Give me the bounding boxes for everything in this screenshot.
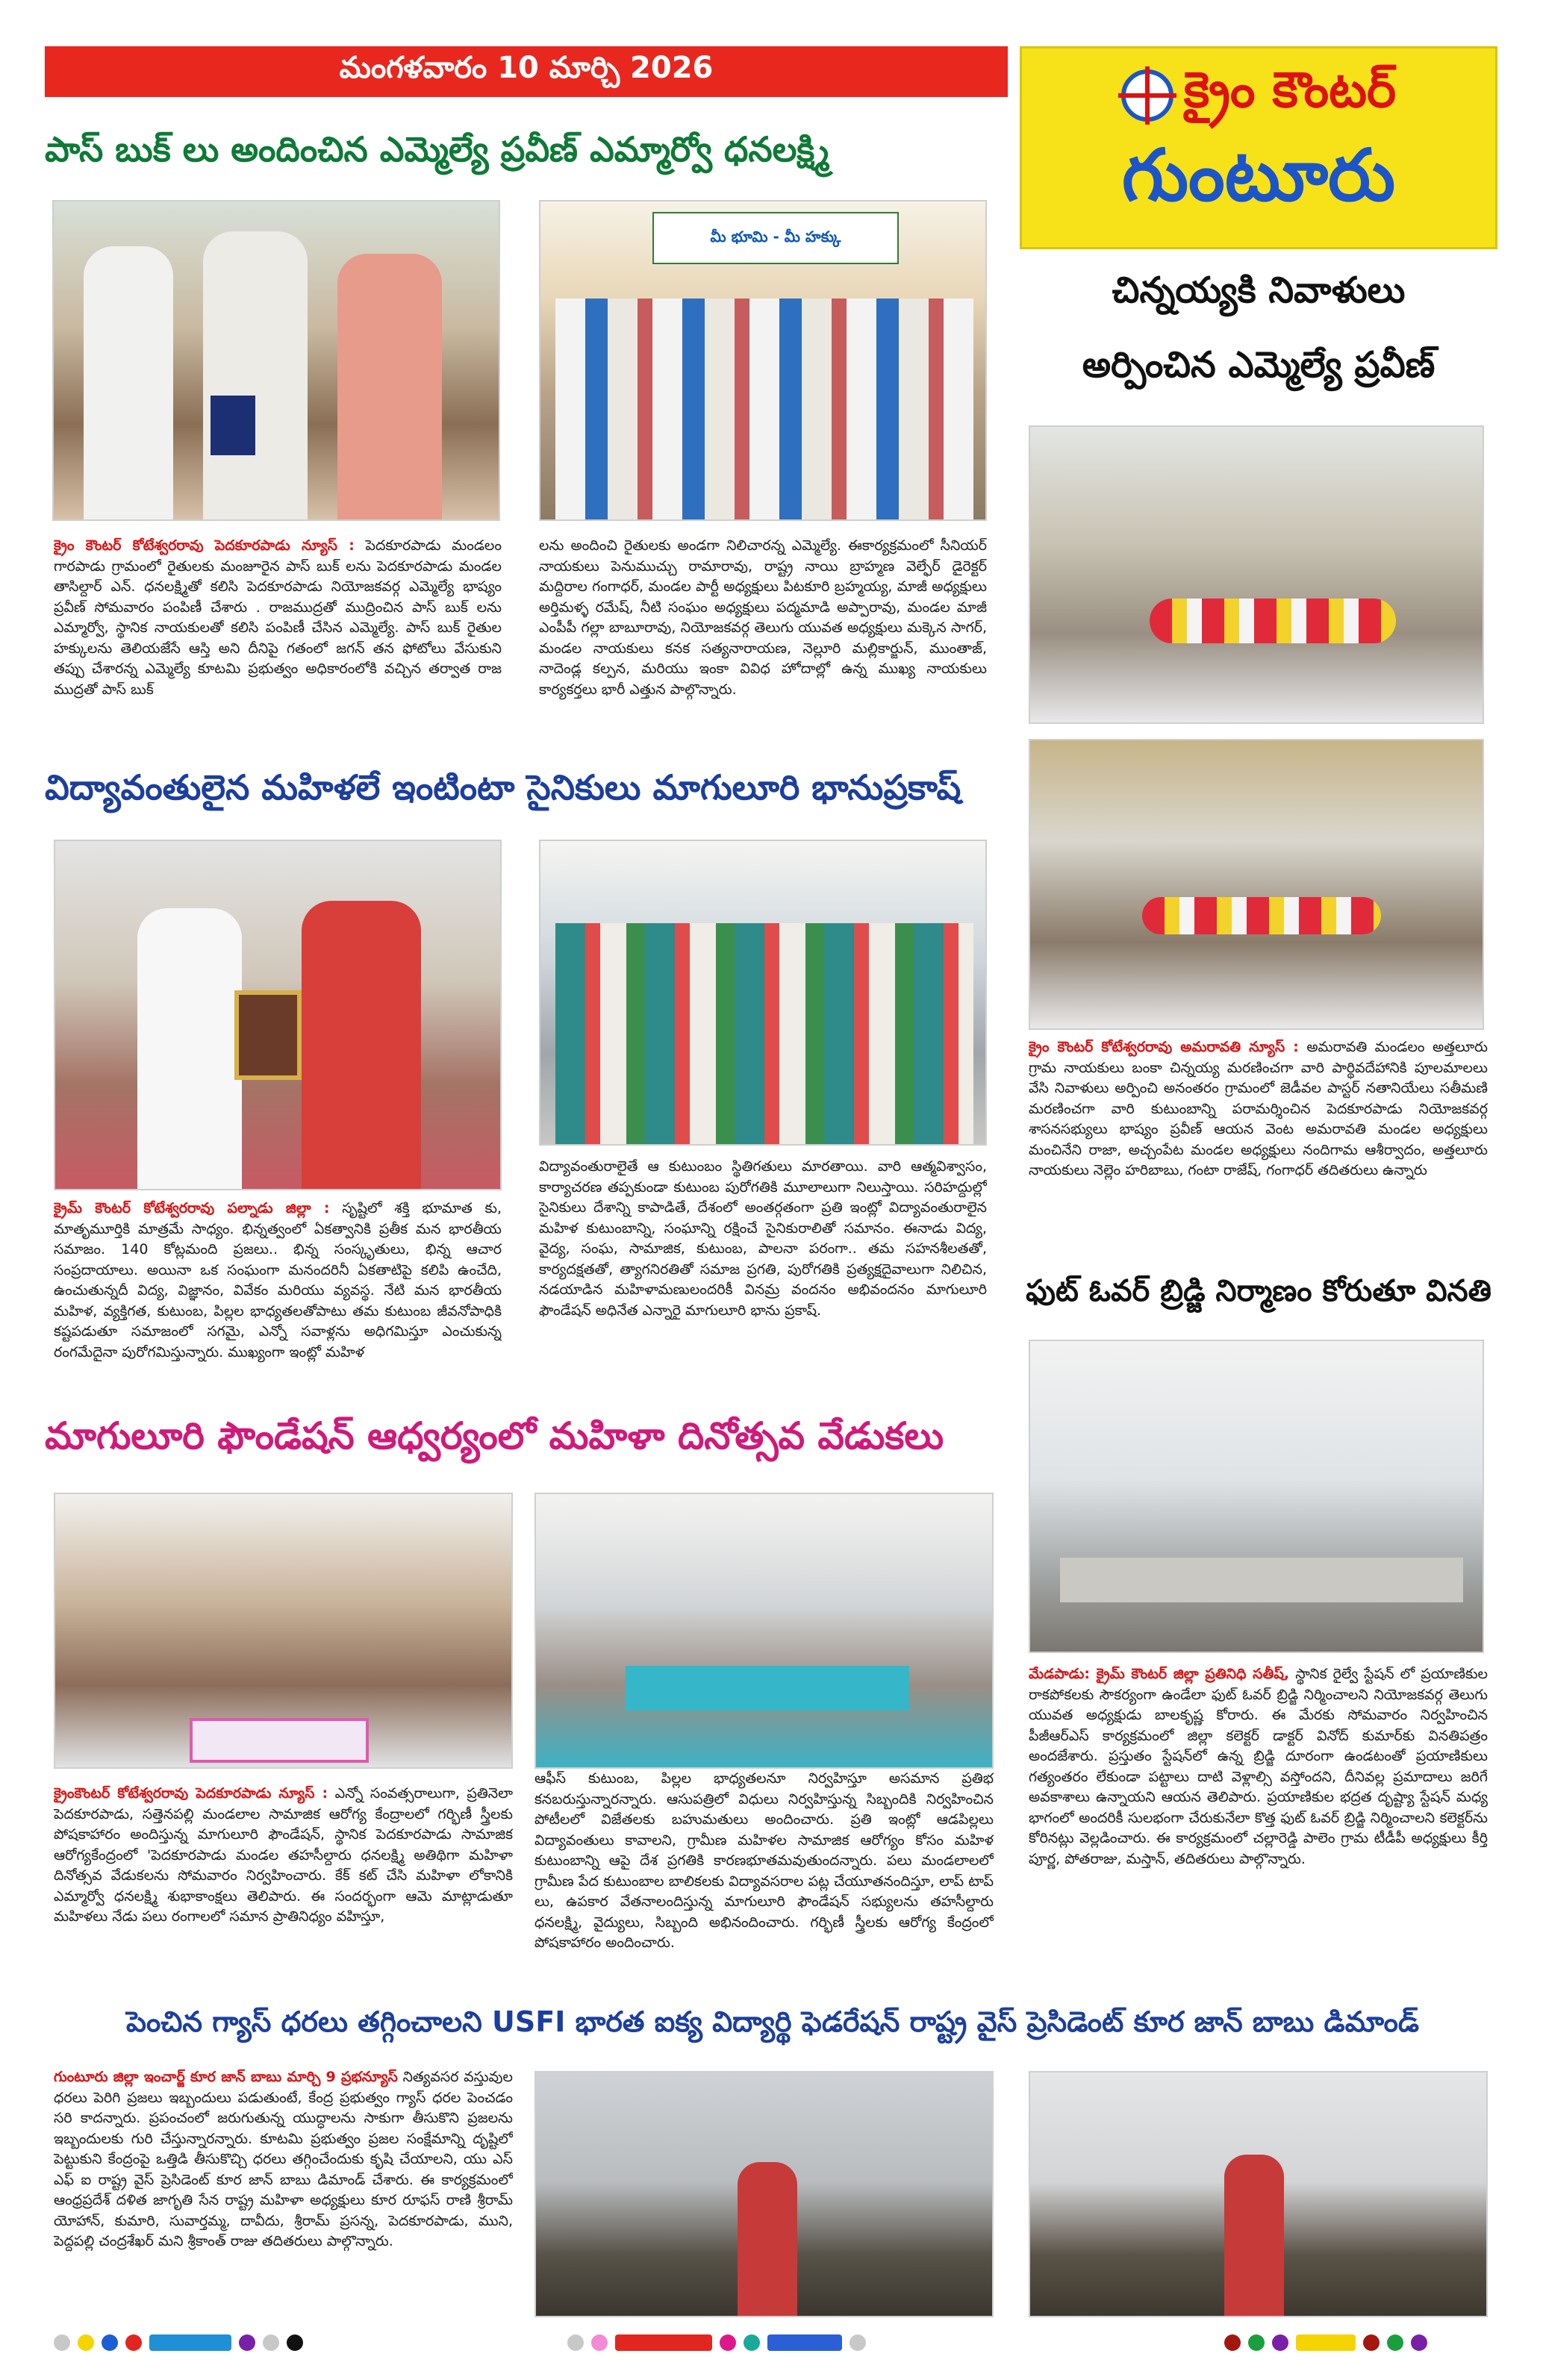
person-figure — [137, 908, 242, 1190]
color-dot — [125, 2334, 142, 2351]
color-dot — [744, 2334, 760, 2351]
crowd-group — [555, 923, 973, 1146]
masthead-line1: క్రైం కౌంటర్ — [1121, 61, 1396, 131]
maguluri-body-col2: ఆఫీస్ కుటుంబ, పిల్లల భాధ్యతలనూ నిర్వహిస్తూ అసమాన ప్రతిభ కనబరుస్తున్నారన్నారు. ఆసుపత్రిలో విధులు నిర్వహిస్తున్న సిబ్బందికి నిర్వహించిన పోటీలలో విజేతలకు బహుమతులు అందించారు. ప్రతి ఇంట్లో ఆడపిల్లలు విద్యావంతులు కావాలని, గ్రామీణ మహిళల సామాజిక ఆరోగ్యం కోసం మహిళ కుటుంబాన్ని ఆపై దేశ ప్రగతికి కారణభూతమవుతుందన్నారు. పలు మండలాలలో గ్రామీణ పేద కుటుంబాల బాలికలకు విద్యావసరాల పట్ల చేయూతనందిస్తూ, లాప్ టాప్ లు, ఉపకార వేతనాలందిస్తున్న మాగులూరి ఫౌండేషన్ సభ్యులను తహసీల్దారు ధనలక్ష్మి, వైద్యులు, సిబ్బంది అభినందించారు. గర్భిణీ స్త్రీలకు ఆరోగ్య కేంద్రంలో పోషకాహారం అందించారు. — [534, 1770, 994, 1952]
color-dot — [1272, 2334, 1288, 2351]
color-dot — [850, 2334, 866, 2351]
footover-headline: ఫుట్ ఓవర్ బ్రిడ్జి నిర్మాణం కోరుతూ వినతి — [1026, 1274, 1491, 1308]
photo-tribute-garland — [1029, 425, 1484, 724]
color-dot — [263, 2334, 279, 2351]
flower-garland — [1142, 897, 1381, 934]
color-bar-middle — [567, 2334, 866, 2351]
color-dot — [1248, 2334, 1265, 2351]
color-dot — [239, 2334, 255, 2351]
color-bar — [1296, 2334, 1356, 2351]
award-shield — [234, 990, 302, 1080]
crosshair-icon — [1121, 69, 1173, 122]
color-dot — [1411, 2334, 1427, 2351]
passbook-item — [211, 396, 255, 455]
footover-body: మేడపాడు: క్రైమ్ కౌంటర్ జిల్లా ప్రతినిధి సతీష్, స్థానిక రైల్వే స్టేషన్ లో ప్రయాణికుల రాకపోకలకు సౌకర్యంగా ఉండేలా ఫుట్ ఓవర్ బ్రిడ్జి నిర్మించాలని నియోజకవర్గ తెలుగు యువత అధ్యక్షుడు బాలకృష్ణ కోరారు. ఈ మేరకు సోమవారం నిర్వహించిన పీజీఆర్ఎస్ కార్యక్రమంలో జిల్లా కలెక్టర్ డాక్టర్ వినోద్ కుమార్‌కు వినతిపత్రం అందజేశారు. ప్రస్తుతం స్టేషన్‌లో ఉన్న బ్రిడ్జి దూరంగా ఉండటంతో ప్రయాణికులు గత్యంతరం లేకుండా పట్టాలు దాటి వెళ్లాల్సి వస్తోందని, దీనివల్ల ప్రమాదాలు జరిగే అవకాశాలు ఉన్నాయని ఆయన తెలిపారు. ప్రయాణికుల భద్రత దృష్ట్యా స్టేషన్ మధ్య భాగంలో అందరికీ సులభంగా చేరుకునేలా కొత్త ఫుట్ ఓవర్ బ్రిడ్జి నిర్మించాలని కలెక్టర్‌ను కోరినట్లు వెల్లడించారు. ఈ కార్యక్రమంలో చల్లారెడ్డి పాలెం గ్రామ టీడీపీ అధ్యక్షులు కీర్తి పూర్ణ, పోతరాజు, మస్తాన్, తదితరులు పాల్గొన్నారు. — [1029, 1666, 1488, 1867]
person-figure — [203, 231, 308, 521]
masthead-city: గుంటూరు — [1121, 133, 1396, 217]
photo-cake-cutting — [54, 1493, 513, 1769]
photo-passbook-handover — [52, 200, 500, 521]
color-dot — [287, 2334, 303, 2351]
photo-collector-meeting — [1029, 1340, 1484, 1653]
color-bar — [767, 2334, 842, 2351]
maguluri-body-col1: క్రైంకౌంటర్ కోటేశ్వరరావు పెదకూరపాడు న్యూస్ : ఎన్నో సంవత్సరాలుగా, ప్రతినెలా పెదకూరపాడు, సత్తెనపల్లి మండలాల సామాజిక ఆరోగ్య కేంద్రాలలో గర్భిణీ స్త్రీలకు పోషకాహారం అందిస్తున్న మాగులూరి ఫౌండేషన్, స్థానిక పెదకూరపాడు సామాజిక ఆరోగ్యకేంద్రంలో 'పెదకూరపాడు మండల తహసీల్దారు ధనలక్ష్మి అతిథిగా మహిళా దినోత్సవ వేడుకలను సోమవారం నిర్వహించారు. కేక్ కట్ చేసి మహిళా లోకానికి ఎమ్మార్వో ధనలక్ష్మి శుభాకాంక్షలు తెలిపారు. ఈ సందర్భంగా ఆమె మాట్లాడుతూ మహిళలు నేడు పలు రంగాలలో సమాన ప్రాతినిధ్యం వహిస్తూ, — [54, 1785, 513, 1925]
government-banner: మీ భూమి - మీ హక్కు — [652, 212, 899, 264]
passbook-headline: పాస్ బుక్ లు అందించిన ఎమ్మెల్యే ప్రవీణ్ ఎమ్మార్వో ధనలక్ష్మి — [45, 128, 829, 169]
chinnayya-headline-line2: అర్పించిన ఎమ్మెల్యే ప్రవీణ్ — [1082, 344, 1436, 387]
person-figure — [302, 901, 421, 1190]
person-figure — [84, 246, 173, 521]
photo-womens-group-hall — [539, 840, 987, 1146]
color-bar — [615, 2334, 712, 2351]
color-dot — [1224, 2334, 1241, 2351]
gift-table — [626, 1666, 909, 1711]
color-dot — [591, 2334, 608, 2351]
passbook-body-col2: లను అందించి రైతులకు అండగా నిలిచారన్న ఎమ్మెల్యే. ఈకార్యక్రమంలో సీనియర్ నాయకులు పెనుముచ్చు రామారావు, రాష్ట్ర నాయి బ్రాహ్మణ వెల్ఫేర్ డైరెక్టర్ మద్దిరాల గంగాధర్, మండల పార్టీ అధ్యక్షులు పిటకూరి బ్రహ్మయ్య, మాజీ అధ్యక్షులు అర్తిమళ్ళ రమేష్, నీటి సంఘం అధ్యక్షులు పద్మమాడి అప్పారావు, మండల మాజీ ఎంపీపీ గల్లా బాబూరావు, నియోజకవర్గ తెలుగు యువత అధ్యక్షులు మక్కెన సాగర్, మండల నాయకులు కనక సత్యనారాయణ, నెల్లూరి మల్లికార్జున్, ముంతాజ్, నాదెండ్ల కల్పన, మరియు ఇంకా వివిధ హోదాల్లో ఉన్న ముఖ్య నాయకులు కార్యకర్తలు భారీ ఎత్తున పాల్గొన్నారు. — [539, 537, 987, 698]
photo-passbook-group — [539, 200, 987, 521]
color-dot — [567, 2334, 584, 2351]
masthead-logo — [1020, 46, 1497, 249]
vidyavantulu-body-col2: విద్యావంతురాలైతే ఆ కుటుంబం స్థితిగతులు మారతాయి. వారి ఆత్మవిశ్వాసం, కార్యాచరణ తప్పకుండా కుటుంబ పురోగతికి మూలాలుగా నిలుస్తాయి. సరిహద్దుల్లో సైనికులు దేశాన్ని కాపాడితే, దేశంలో అంతర్గతంగా ప్రతి ఇంట్లో విద్యావంతురాలైన మహిళ కుటుంబాన్ని, సంఘాన్ని రక్షించే సైనికురాలితో సమానం. ఈనాడు విద్య, వైద్య, సంఘ, సామాజిక, కుటుంబ, పాలనా పరంగా.. తమ సహనశీలతతో, కార్యదక్షతతో, త్యాగనిరతితో సమాజ ప్రగతి, పురోగతికి ప్రత్యక్షదైవాలుగా నిలిచిన, నడయాడిన మహిళామణులందరికీ వినమ్ర వందనం అభివందనం మాగులూరి ఫౌండేషన్ అధినేత ఎన్నారై మాగులూరి భాను ప్రకాష్. — [539, 1158, 987, 1319]
maguluri-headline: మాగులూరి ఫౌండేషన్ ఆధ్వర్యంలో మహిళా దినోత్సవ వేడుకలు — [45, 1414, 944, 1458]
color-dot — [720, 2334, 736, 2351]
passbook-body-col1: క్రైం కౌంటర్ కోటేశ్వరరావు పెదకూరపాడు న్యూస్ : పెదకూరపాడు మండలం గారపాడు గ్రామంలో రైతులకు మంజూరైన పాస్ బుక్ లను పెదకూరపాడు మండల తాసిల్దార్ ఎన్. ధనలక్ష్మితో కలిసి పెదకూరపాడు నియోజకవర్గ ఎమ్మెల్యే భాష్యం ప్రవీణ్ సోమవారం పంపిణీ చేశారు . రాజముద్రతో ముద్రించిన పాస్ బుక్ లను ఎమ్మార్వో, స్థానిక నాయకులతో కలిసి పంపిణీ చేసిన ఎమ్మెల్యే. పాస్ బుక్ రైతుల హక్కులను తెలియజేసే ఆస్తి అని దీనిపై గతంలో జగన్ తన ఫోటోలు వేసుకుని తప్పు చేశారన్న ఎమ్మెల్యే కూటమి ప్రభుత్వం అధికారంలోకి వచ్చిన తర్వాత రాజ ముద్రతో పాస్ బుక్ — [54, 537, 502, 698]
color-dot — [78, 2334, 94, 2351]
crowd-group — [555, 299, 973, 521]
photo-protest-street — [534, 2071, 994, 2317]
color-dot — [1387, 2334, 1403, 2351]
person-figure — [337, 254, 442, 521]
chinnayya-headline-line1: చిన్నయ్యకి నివాళులు — [1112, 269, 1406, 312]
meeting-table — [1060, 1558, 1463, 1602]
color-dot — [1363, 2334, 1380, 2351]
photo-protest-evening — [1029, 2071, 1488, 2317]
color-bar-right — [1224, 2334, 1427, 2351]
issue-date: మంగళవారం 10 మార్చి 2026 — [339, 51, 714, 85]
gas-headline: పెంచిన గ్యాస్ ధరలు తగ్గించాలని USFI భారత ఐక్య విద్యార్థి ఫెడరేషన్ రాష్ట్ర వైస్ ప్రెసిడెంట్ కూర జాన్ బాబు డిమాండ్ — [126, 2005, 1419, 2039]
photo-award-shield — [54, 840, 502, 1190]
color-dot — [102, 2334, 118, 2351]
date-band — [45, 46, 1008, 97]
flower-garland — [1150, 599, 1396, 643]
color-dot — [54, 2334, 70, 2351]
photo-tribute-gathering — [1029, 739, 1484, 1030]
gas-body: గుంటూరు జిల్లా ఇంచార్జ్ కూర జాన్ బాబు మార్చి 9 ప్రభన్యూస్ నిత్యవసర వస్తువుల ధరలు పెరిగి ప్రజలు ఇబ్బందులు పడుతుంటే, కేంద్ర ప్రభుత్వం గ్యాస్ ధరల పెంచడం సరి కాదన్నారు. ప్రపంచంలో జరుగుతున్న యుద్ధాలను సాకుగా తీసుకొని ప్రజలను ఇబ్బందులకు గురి చేస్తున్నారన్నారు. కూటమి ప్రభుత్వం ప్రజల సంక్షేమాన్ని దృష్టిలో పెట్టుకుని కేంద్రంపై ఒత్తిడి తీసుకొచ్చి ధరలు తగ్గించేందుకు కృషి చేయాలని, యు ఎస్ ఎఫ్ ఐ రాష్ట్ర వైస్ ప్రెసిడెంట్ కూర జాన్ బాబు డిమాండ్ చేశారు. ఈ కార్యక్రమంలో ఆంధ్రప్రదేశ్ దళిత జాగృతి సేన రాష్ట్ర మహిళా అధ్యక్షులు కూర రూఫస్ రాణి శ్రీరామ్ యోహాన్, కుమారి, సువార్తమ్మ, దావీదు, శ్రీరామ్ ప్రసన్న, పెదకూరపాడు, ముని, పెద్దపల్లి చంద్రశేఖర్ మని శ్రీకాంత్ రాజు తదితరులు పాల్గొన్నారు. — [54, 2069, 513, 2250]
protester-figure — [1224, 2155, 1284, 2317]
color-bar — [149, 2334, 231, 2351]
cake — [190, 1718, 369, 1763]
photo-gift-distribution — [534, 1493, 994, 1769]
protester-figure — [738, 2162, 797, 2317]
vidyavantulu-body-col1: క్రైమ్ కౌంటర్ కోటేశ్వరరావు పల్నాడు జిల్లా : సృష్టిలో శక్తి భూమాత కు, మాతృమూర్తికి మాత్రమే సాధ్యం. భిన్నత్వంలో ఏకత్వానికి ప్రతీక మన భారతీయ సమాజం. 140 కోట్లమంది ప్రజలు.. భిన్న సంస్కృతులు, భిన్న ఆచార సంప్రదాయాలు. అయినా ఒక సంఘంగా మనందరినీ ఏకతాటిపై కలిపి ఉంచేది, ఉంచుతున్నదీ విద్య, విజ్ఞానం, వివేకం మరియు వ్యవస్థ. నేటి మన భారతీయ మహిళ, వ్యక్తిగత, కుటుంబ, పిల్లల భాధ్యతలతోపాటు తమ కుటుంబ జీవనోపాధికి కష్టపడుతూ సమాజంలో సగమై, ఎన్నో సవాళ్లను అధిగమిస్తూ ఎంచుకున్న రంగమేదైనా పురోగమిస్తున్నారు. ముఖ్యంగా ఇంట్లో మహిళ — [54, 1200, 502, 1361]
vidyavantulu-headline: విద్యావంతులైన మహిళలే ఇంటింటా సైనికులు మాగులూరి భానుప్రకాష్ — [45, 766, 961, 808]
color-bar-left — [54, 2334, 303, 2351]
chinnayya-body: క్రైం కౌంటర్ కోటేశ్వరరావు అమరావతి న్యూస్ : అమరావతి మండలం అత్తలూరు గ్రామ నాయకులు బంకా చిన్నయ్య మరణించగా వారి పార్థివదేహానికి పూలమాలలు వేసి నివాళులు అర్పించి అనంతరం గ్రామంలో జెడీవల పాస్టర్ నతానియేలు సతీమణి మరణించగా వారి కుటుంబాన్ని పరామర్శించిన పెదకూరపాడు నియోజకవర్గ శాసనసభ్యులు భాష్యం ప్రవీణ్ ఆయన వెంట అమరావతి మండల అధ్యక్షులు మంచినేని రాజా, అచ్చంపేట మండల అధ్యక్షులు నందిగామ ఆశీర్వాదం, అత్తలూరు నాయకులు నెల్లెం హరిబాబు, గంటా రాజేష్, గంగాధర్ తదితరులు ఉన్నారు — [1029, 1039, 1488, 1179]
